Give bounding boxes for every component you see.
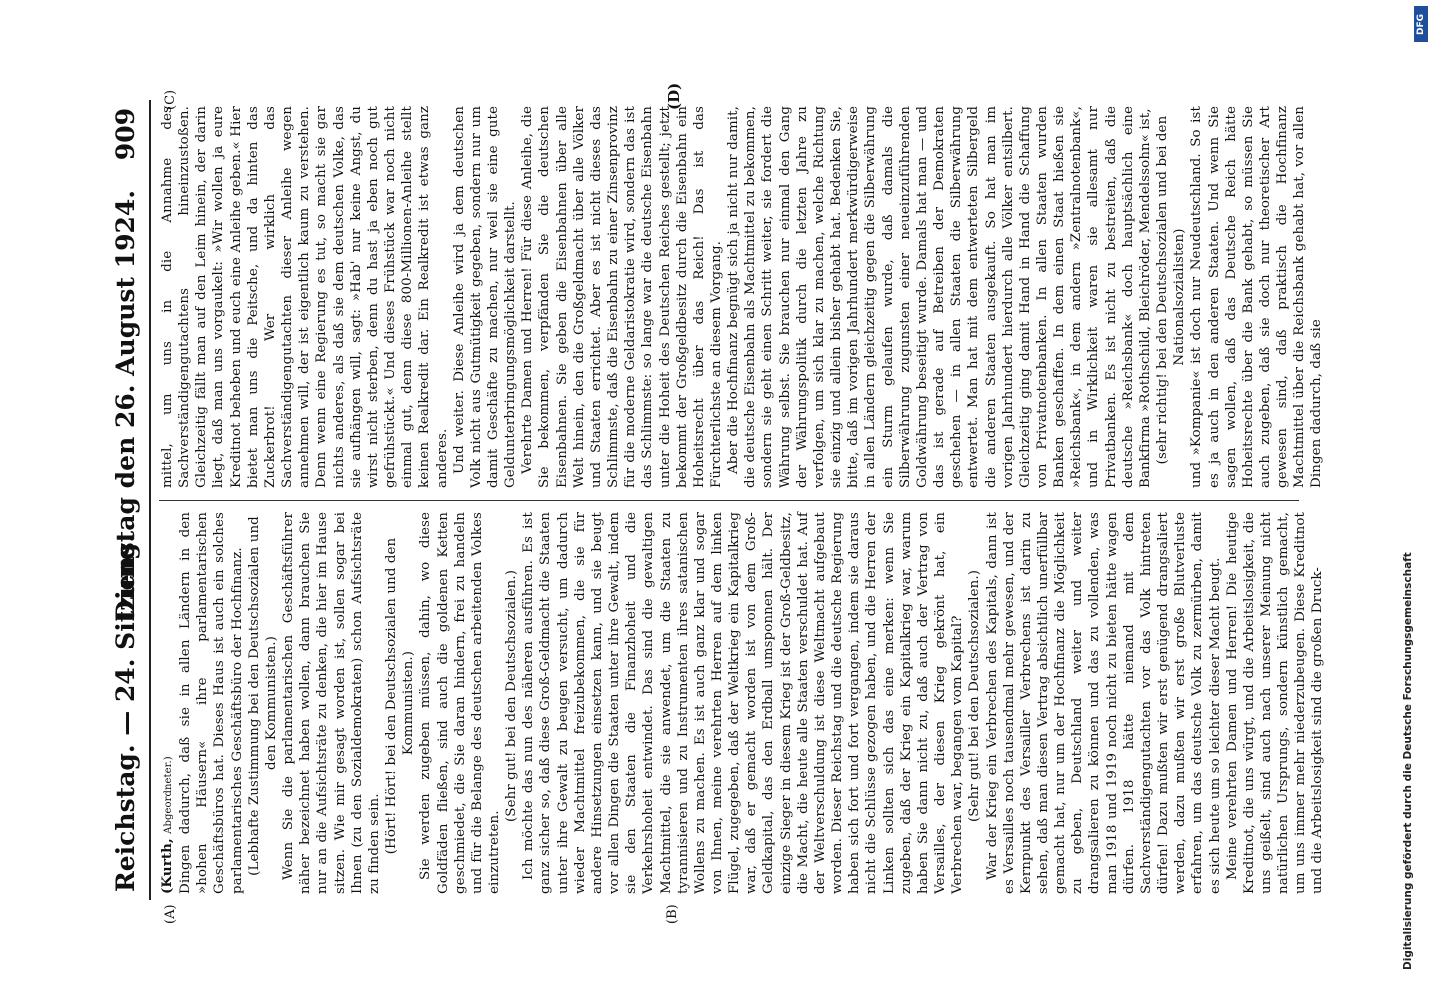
speaker-name: (Kurth, (159, 838, 175, 894)
digitization-attribution: Digitalisierung gefördert durch die Deutsche Forschungsgemeinschaft (1402, 552, 1414, 970)
paragraph: Sie werden zugeben müssen, dahin, wo diese Goldfäden fließen, sind auch die goldenen Ketten geschmiedet, die Sie daran hindern, frei zu handeln und für die Belange des deutschen arbeitenden Volkes einzutreten. (418, 512, 502, 894)
interjection: (sehr richtig! bei den Deutschsozialen und bei den Nationalsozialisten) (1155, 115, 1188, 465)
paragraph: Aber die Hochfinanz begnügt sich ja nicht nur damit, die deutsche Eisenbahn als Machtmittel zu bekommen, sondern sie geht einen Schritt weiter, sie fordert die Währung selbst. Sie brauchen nur einmal den Gang der Währungspolitik durch die letzten Jahre zu verfolgen, um sich klar zu machen, welche Richtung sie einzig und allein bisher gehabt hat. Bedenken Sie, bitte, daß im vorigen Jahrhundert merkwürdigerweise in allen Ländern gleichzeitig gegen die Silberwährung ein Sturm gelaufen wurde, daß damals die Silberwährung zugunsten einer neueinzuführenden Goldwährung beseitigt wurde. Damals hat man — und das ist gerade auf Betreiben der Demokraten geschehen — in allen Staaten die Silberwährung entwertet. Man hat mit dem entwerteten Silbergeld die anderen Staaten ausgekauft. So hat man im vorigen Jahrhundert hierdurch alle Völker entsilbert. Gleichzeitig ging damit Hand in Hand die Schaffung von Privatnotenbanken. In allen Staaten wurden Banken geschaffen. In dem einen Staat hießen sie »Reichsbank«, in dem andern »Zentralnotenbank«, und in Wirklichkeit waren sie allesamt nur Privatbanken. Es ist nicht zu bestreiten, daß die deutsche »Reichsbank« doch hauptsächlich eine Bankfirma »Rothschild, Bleichröder, Mendelssohn« ist, (726, 106, 1153, 488)
paragraph: Dingen dadurch, daß sie in allen Ländern in den »hohen Häusern« ihre parlamentarischen Geschäftsbüros hat. Dieses Haus ist auch ein solches parlamentarisches Geschäftsbüro der Hochfinanz. (178, 512, 245, 894)
header-session: Reichstag. — 24. Sitzung. (111, 533, 140, 892)
paragraph: und »Kompanie« ist doch nur Neudeutschland. So ist es ja auch in den anderen Staaten. Und wenn Sie sagen wollen, daß das Deutsche Reich hätte Hoheitsrechte über die Bank gehabt, so müssen Sie auch zugeben, daß sie doch nur theoretischer Art gewesen sind, daß praktisch die Hochfinanz Machtmittel über die Reichsbank gehabt hat, vor allen Dingen dadurch, daß sie (1189, 106, 1325, 488)
margin-mark-d: (D) (665, 82, 683, 110)
right-column (159, 106, 1325, 488)
paragraph: Meine verehrten Damen und Herren! Die heutige Kreditnot, die uns würgt, und die Arbeitslosigkeit, die uns geißelt, sind auch nach unserer Meinung nicht natürlichen Ursprungs, sondern künstlich gemacht, um uns immer mehr niederzubeugen. Diese Kreditnot und die Arbeitslosigkeit sind die großen Druck- (1224, 512, 1326, 894)
margin-mark-b: (B) (665, 904, 680, 924)
scanned-page (105, 82, 1326, 924)
interjection: (Sehr gut! bei den Deutschsozialen.) (504, 569, 520, 823)
left-column (159, 512, 1326, 894)
speaker-role: Abgeordneter.) (163, 756, 174, 834)
interjection: (Lebhafte Zustimmung bei den Deutschsozialen und den Kommunisten.) (246, 516, 279, 876)
interjection: (Hört! Hört! bei den Deutschsozialen und den Kommunisten.) (384, 537, 417, 855)
paragraph: mittel, um uns in die Annahme des Sachverständigengutachtens hineinzustoßen. Gleichzeitig fällt man auf den Leim hinein, der darin liegt, daß man uns vorgaukelt: »Wir wollen ja eure Kreditnot beheben und euch eine Anleihe geben.« Hier bietet man uns die Peitsche, und da hinten das Zuckerbrot! Wer wirklich das Sachverständigengutachten dieser Anleihe wegen annehmen will, der ist eigentlich kaum zu verstehen. Denn wenn eine Regierung es tut, so macht sie gar nichts anderes, als daß sie dem deutschen Volke, das sie aufhängen will, sagt: »Hab' nur keine Angst, du wirst nicht sterben, denn du hast ja eben noch gut gefrühstückt.« Und dieses Frühstück war noch nicht einmal gut, denn diese 800-Millionen-Anleihe stellt keinen Realkredit dar. Ein Realkredit ist etwas ganz anderes. (160, 106, 450, 488)
margin-mark-a: (A) (163, 904, 178, 924)
paragraph: Wenn Sie die parlamentarischen Geschäftsführer näher bezeichnet haben wollen, dann brauchen Sie nur an die Aufsichtsräte zu denken, die hier im Hause sitzen. Wie mir gesagt worden ist, sollen sogar bei Ihnen (zu den Sozialdemokraten) schon Aufsichtsräte zu finden sein. (281, 512, 382, 894)
page-header (105, 100, 151, 900)
margin-mark-c: (C) (163, 89, 178, 110)
dfg-logo: DFG (1414, 6, 1428, 42)
paragraph: Und weiter. Diese Anleihe wird ja dem deutschen Volk nicht aus Gutmütigkeit gegeben, sondern nur um damit Geschäfte zu machen, nur weil sie eine gute Geldunterbringungsmöglichkeit darstellt. (451, 106, 519, 488)
header-date: Dienstag den 26. August 1924. (111, 190, 140, 622)
page-number: 909 (111, 108, 140, 161)
interjection: (Sehr gut! bei den Deutschsozialen.) (967, 569, 983, 823)
paragraph: Verehrte Damen und Herren! Für diese Anleihe, die Sie bekommen, verpfänden Sie die deutschen Eisenbahnen. Sie geben die Eisenbahnen über alle Welt hinein, den die Großgeldmacht über alle Völker und Staaten errichtet. Aber es ist nicht dieses das Schlimmste, daß die Eisenbahn zu einer Zinsenprovinz für die moderne Geldaristokratie wird, sondern das ist das Schlimmste: so lange war die deutsche Eisenbahn unter die Hoheit des Deutschen Reiches gestellt; jetzt bekommt der Großgeldbesitz durch die Eisenbahn ein Hoheitsrecht über das Reich! Das ist das Fürchterlichste an diesem Vorgang. (520, 106, 724, 488)
paragraph: War der Krieg ein Verbrechen des Kapitals, dann ist es Versailles noch tausendmal mehr gewesen, und der Kernpunkt des Versailler Verbrechens ist darin zu sehen, daß man diesen Vertrag absichtlich unerfüllbar gemacht hat, nur um der Hochfinanz die Möglichkeit zu geben, Deutschland weiter und weiter drangsalieren zu können und das zu vollenden, was man 1918 und 1919 noch nicht zu bieten hätte wagen dürfen. 1918 hätte niemand mit dem Sachverständigengutachten vor das Volk hintreten dürfen! Dazu mußten wir erst genügend drangsaliert werden, dazu mußten wir erst große Blutverluste erfahren, um das deutsche Volk zu zermürben, damit es sich heute um so leichter dieser Macht beugt. (984, 512, 1223, 894)
speaker-line (159, 512, 177, 894)
paragraph: Ich möchte das nun des näheren ausführen. Es ist ganz sicher so, daß diese Groß-Geldmacht die Staaten unter ihre Gewalt zu beugen versucht, um dadurch wieder Machtmittel freizubekommen, die sie für andere Hinsetzungen einsetzen kann, und sie beugt vor allen Dingen die Staaten unter ihre Gewalt, indem sie den Staaten die Finanzhoheit und die Verkehrshoheit entwindet. Das sind die gewaltigen Machtmittel, die sie anwendet, um die Staaten zu tyrannisieren und zu Instrumenten ihres satanischen Wollens zu machen. Es ist auch ganz klar und sogar von Ihnen, meine verehrten Herren auf dem linken Flügel, zugegeben, daß der Weltkrieg ein Kapitalkrieg war, daß er gemacht worden ist von dem Groß-Geldkapital, das den Erdball umsponnen hält. Der einzige Sieger in diesem Krieg ist der Groß-Geldbesitz, die Macht, die heute alle Staaten verschuldet hat. Auf der Weltverschuldung ist diese Weltmacht aufgebaut worden. Dieser Reichstag und die deutsche Regierung haben sich fort und fort vergangen, indem sie daraus nicht die Schlüsse gezogen haben, und die Herren der Linken sollten sich das eine merken: wenn Sie zugeben, daß der Krieg ein Kapitalkrieg war, warum haben Sie dann nicht zu, daß auch der Vertrag von Versailles, der diesen Krieg gekrönt hat, ein Verbrechen war, begangen vom Kapital? (521, 512, 966, 894)
column-divider (159, 500, 1299, 501)
